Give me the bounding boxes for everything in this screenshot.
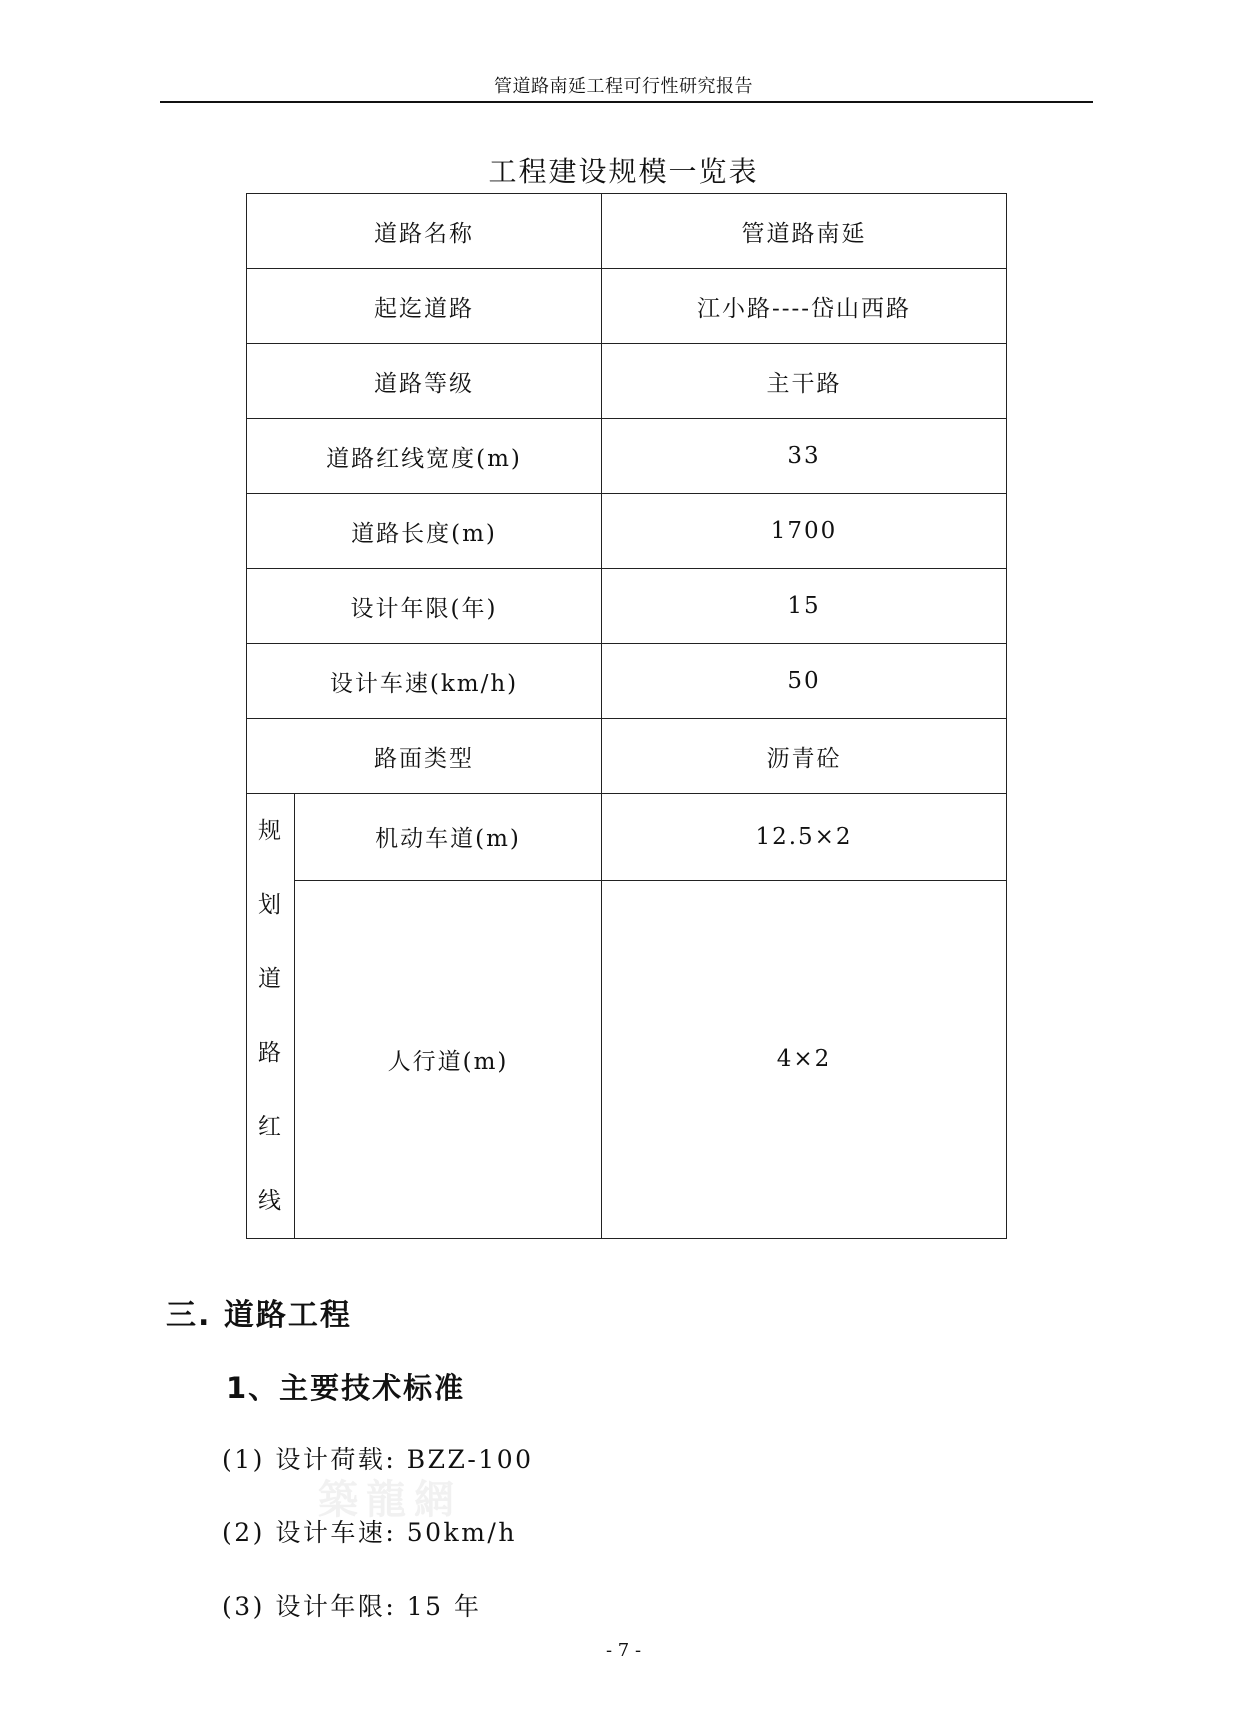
standard-item: (1) 设计荷载: BZZ-100 <box>222 1445 534 1474</box>
table-row <box>247 880 1007 1238</box>
page-number: - 7 - <box>605 1640 642 1661</box>
row-label: 道路等级 <box>247 344 602 419</box>
vertical-char: 划 <box>258 892 283 918</box>
table-row <box>247 194 1007 269</box>
row-value: 管道路南延 <box>602 194 1007 269</box>
table-row <box>247 719 1007 794</box>
table-row <box>247 269 1007 344</box>
section-heading: 三. 道路工程 <box>166 1298 352 1333</box>
row-label: 道路红线宽度(m) <box>247 419 602 494</box>
row-value: 1700 <box>602 494 1007 569</box>
row-label: 机动车道(m) <box>295 794 602 881</box>
row-value: 主干路 <box>602 344 1007 419</box>
row-value: 江小路----岱山西路 <box>602 269 1007 344</box>
row-label: 设计车速(km/h) <box>247 644 602 719</box>
table-row <box>247 644 1007 719</box>
standard-item: (3) 设计年限: 15 年 <box>222 1592 482 1621</box>
table-row <box>247 569 1007 644</box>
table-row <box>247 794 1007 881</box>
vertical-char: 线 <box>258 1188 283 1214</box>
row-label: 道路名称 <box>247 194 602 269</box>
standard-item: (2) 设计车速: 50km/h <box>222 1518 517 1547</box>
row-label: 人行道(m) <box>295 880 602 1238</box>
row-value: 4×2 <box>602 880 1007 1238</box>
subsection-heading: 1、主要技术标准 <box>226 1371 466 1405</box>
row-value: 12.5×2 <box>602 794 1007 881</box>
table-title: 工程建设规模一览表 <box>488 155 759 188</box>
vertical-char: 道 <box>258 966 283 992</box>
group-vertical-label <box>247 794 295 1239</box>
row-value: 15 <box>602 569 1007 644</box>
watermark: 築龍網 <box>318 1476 462 1523</box>
table-row <box>247 494 1007 569</box>
row-value: 50 <box>602 644 1007 719</box>
vertical-char: 红 <box>258 1114 283 1140</box>
table-row <box>247 344 1007 419</box>
header-rule <box>160 101 1093 103</box>
scale-table <box>246 193 1007 1239</box>
row-label: 起迄道路 <box>247 269 602 344</box>
running-header: 管道路南延工程可行性研究报告 <box>494 76 753 97</box>
table-row <box>247 419 1007 494</box>
row-value: 沥青砼 <box>602 719 1007 794</box>
vertical-char: 路 <box>258 1040 283 1066</box>
row-label: 道路长度(m) <box>247 494 602 569</box>
row-label: 设计年限(年) <box>247 569 602 644</box>
row-label: 路面类型 <box>247 719 602 794</box>
vertical-char: 规 <box>258 818 283 844</box>
row-value: 33 <box>602 419 1007 494</box>
